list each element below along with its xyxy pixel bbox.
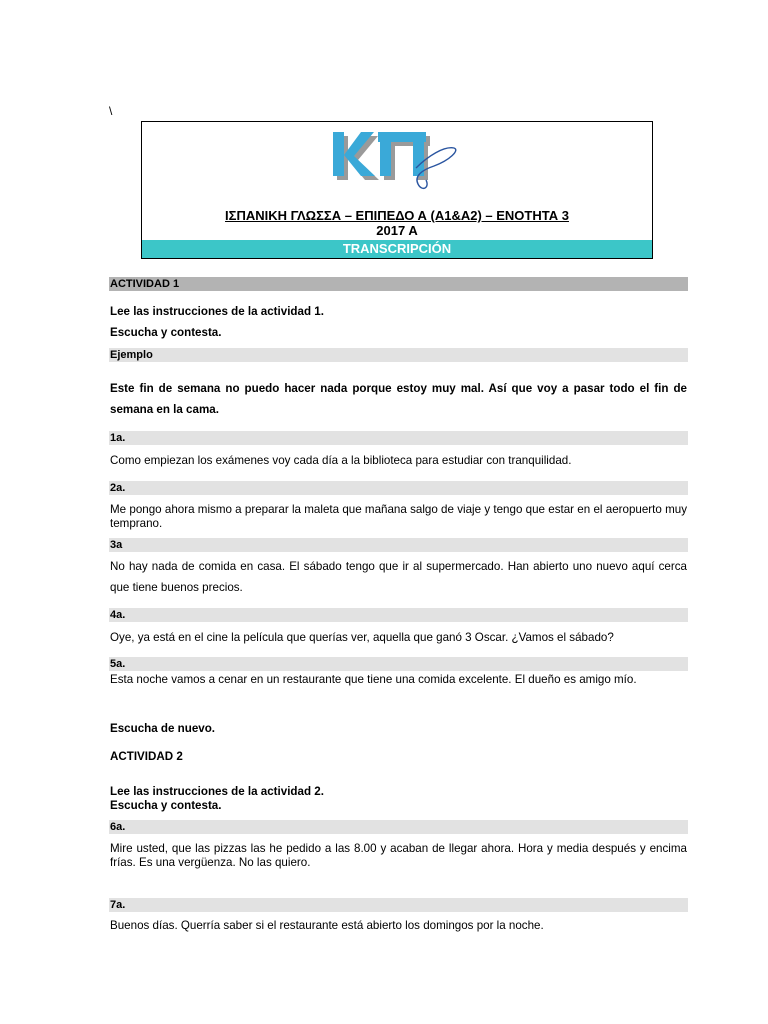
transcription-band: TRANSCRIPCIÓN <box>142 240 652 258</box>
activity1-instruction-listen: Escucha y contesta. <box>110 326 222 339</box>
item-label: 3a <box>109 538 688 552</box>
document-header <box>141 121 653 259</box>
item-label: 4a. <box>109 608 688 622</box>
kp-logo <box>330 126 462 198</box>
item-text: Oye, ya está en el cine la película que querías ver, aquella que ganó 3 Oscar. ¿Vamos el sábado? <box>110 631 614 644</box>
activity2-instruction: Lee las instrucciones de la actividad 2. <box>110 785 324 798</box>
example-label: Ejemplo <box>109 348 688 362</box>
item-label: 5a. <box>109 657 688 671</box>
example-text: Este fin de semana no puedo hacer nada porque estoy muy mal. Así que voy a pasar todo el fin de semana en la cama. <box>110 382 687 416</box>
activity2-heading: ACTIVIDAD 2 <box>110 750 183 763</box>
item-text: Buenos días. Querría saber si el restaurante está abierto los domingos por la noche. <box>110 919 544 932</box>
item-text: Mire usted, que las pizzas las he pedido a las 8.00 y acaban de llegar ahora. Hora y media después y encima frías. Es una vergüenza. No las quiero. <box>110 842 687 869</box>
item-label: 2a. <box>109 481 688 495</box>
activity1-instruction: Lee las instrucciones de la actividad 1. <box>110 305 324 318</box>
header-title: ΙΣΠΑΝΙΚΗ ΓΛΩΣΣΑ – ΕΠΙΠΕΔΟ Α (Α1&Α2) – ΕΝΟΤΗΤΑ 3 <box>225 208 569 223</box>
listen-again: Escucha de nuevo. <box>110 722 216 735</box>
header-year: 2017 Α <box>376 223 418 238</box>
kp-logo-graphic <box>330 126 462 198</box>
activity1-heading: ACTIVIDAD 1 <box>109 277 688 291</box>
item-text: Me pongo ahora mismo a preparar la maleta que mañana salgo de viaje y tengo que estar en el aeropuerto muy temprano. <box>110 503 687 530</box>
stray-backslash: \ <box>109 104 113 118</box>
item-text: No hay nada de comida en casa. El sábado tengo que ir al supermercado. Han abierto uno nuevo aquí cerca que tiene buenos precios. <box>110 560 687 594</box>
item-label: 1a. <box>109 431 688 445</box>
activity2-instruction-listen: Escucha y contesta. <box>110 799 222 812</box>
item-text: Como empiezan los exámenes voy cada día a la biblioteca para estudiar con tranquilidad. <box>110 454 572 467</box>
item-label: 6a. <box>109 820 688 834</box>
item-label: 7a. <box>109 898 688 912</box>
item-text: Esta noche vamos a cenar en un restaurante que tiene una comida excelente. El dueño es amigo mío. <box>110 673 637 686</box>
